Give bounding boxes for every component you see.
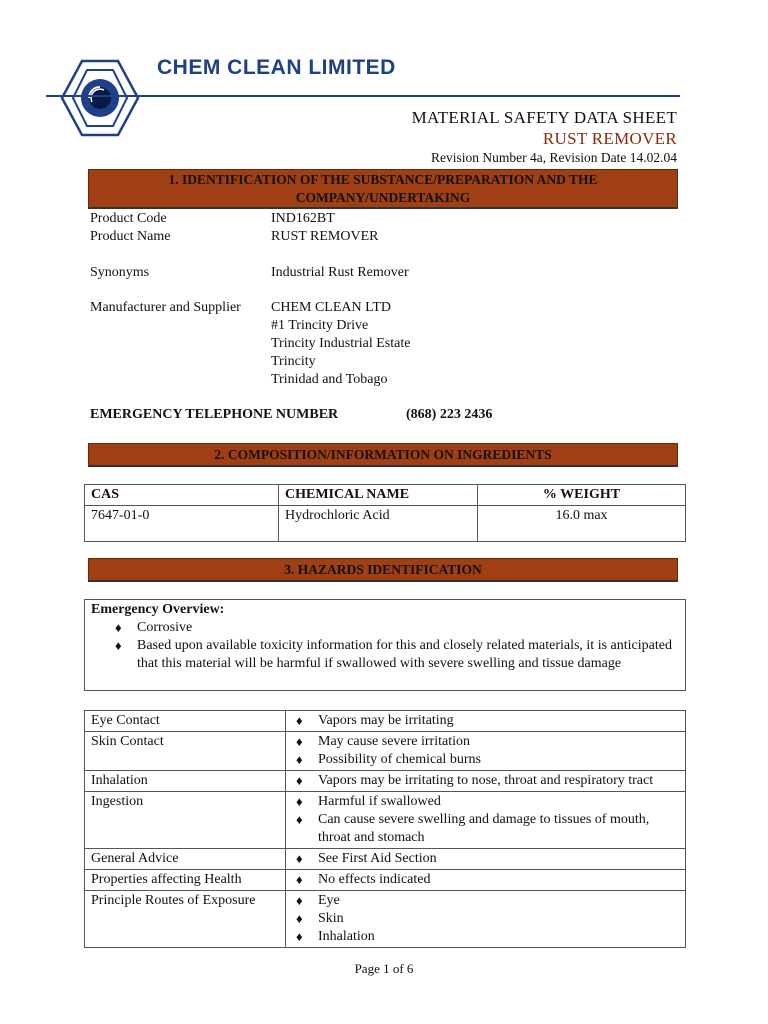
hazard-label: Eye Contact [85,711,286,732]
section-1-title-line2: COMPANY/UNDERTAKING [295,190,471,205]
section-1-title-line1: 1. IDENTIFICATION OF THE SUBSTANCE/PREPARATION AND THE [168,172,598,187]
hazard-items [286,849,686,870]
list-item: ♦ Can cause severe swelling and damage to tissues of mouth, throat and stomach [292,811,679,847]
table-row [85,732,686,771]
address-line: CHEM CLEAN LTD [271,300,392,315]
overview-list [111,619,679,673]
synonyms-label: Synonyms [90,265,150,280]
hazards-table [84,710,686,948]
product-name-label: Product Name [90,229,171,244]
list-item: ♦ Inhalation [292,928,679,946]
hazard-label: Properties affecting Health [85,870,286,891]
revision-info: Revision Number 4a, Revision Date 14.02.04 [431,150,677,165]
hazard-label: Skin Contact [85,732,286,771]
address-line: Trincity Industrial Estate [271,336,411,351]
list-item: ♦ See First Aid Section [292,850,679,868]
table-row [85,711,686,732]
hazard-label: Inhalation [85,771,286,792]
address-line: Trinidad and Tobago [271,372,388,387]
composition-table [84,484,686,542]
section-3-header [88,558,678,582]
table-header-row [85,485,686,506]
product-code-label: Product Code [90,211,167,226]
emergency-overview-label: Emergency Overview: [91,602,225,617]
hazard-label: Principle Routes of Exposure [85,891,286,948]
document-title: MATERIAL SAFETY DATA SHEET [411,108,677,127]
header-rule [46,95,680,97]
list-item-text: Based upon available toxicity information for this and closely related materials, it is anticipated that this material will be harmful if swallowed with severe swelling and tissue damage [137,638,672,671]
table-row [85,849,686,870]
section-1-header [88,169,678,209]
column-header-cas: CAS [85,485,279,506]
address-line: #1 Trincity Drive [271,318,369,333]
address-line: Trincity [271,354,316,369]
list-item: ♦ Vapors may be irritating to nose, throat and respiratory tract [292,772,679,790]
product-name-value: RUST REMOVER [271,229,379,244]
table-row [85,506,686,542]
product-title: RUST REMOVER [542,129,677,148]
hazard-items [286,792,686,849]
hazard-items [286,711,686,732]
company-name: CHEM CLEAN LIMITED [157,56,396,79]
manufacturer-label: Manufacturer and Supplier [90,300,241,315]
list-item: ♦ Skin [292,910,679,928]
section-2-title: 2. COMPOSITION/INFORMATION ON INGREDIENTS [214,447,552,462]
table-row [85,870,686,891]
hazard-items [286,732,686,771]
emergency-phone: (868) 223 2436 [406,407,493,422]
hazard-items [286,891,686,948]
cas-cell: 7647-01-0 [85,506,279,542]
company-logo [60,58,140,138]
list-item: ♦ Vapors may be irritating [292,712,679,730]
table-row [85,792,686,849]
list-item: ♦ Harmful if swallowed [292,793,679,811]
weight-cell: 16.0 max [478,506,686,542]
chemical-name-cell: Hydrochloric Acid [279,506,478,542]
manufacturer-address [271,299,410,389]
list-item: ♦ Corrosive [111,619,679,637]
list-item: ♦ Eye [292,892,679,910]
synonyms-value: Industrial Rust Remover [271,265,409,280]
emergency-label: EMERGENCY TELEPHONE NUMBER [90,407,339,422]
table-row [85,771,686,792]
hazard-items [286,870,686,891]
section-3-title: 3. HAZARDS IDENTIFICATION [284,562,482,577]
emergency-overview-box [84,599,686,691]
hazard-label: General Advice [85,849,286,870]
product-code-value: IND162BT [271,211,335,226]
section-2-header [88,443,678,467]
list-item: ♦ May cause severe irritation [292,733,679,751]
table-row [85,891,686,948]
column-header-chemical-name: CHEMICAL NAME [279,485,478,506]
list-item: ♦ No effects indicated [292,871,679,889]
list-item [111,637,679,673]
hazard-items [286,771,686,792]
page-number: Page 1 of 6 [354,961,414,976]
hazard-label: Ingestion [85,792,286,849]
list-item: ♦ Possibility of chemical burns [292,751,679,769]
column-header-weight: % WEIGHT [478,485,686,506]
